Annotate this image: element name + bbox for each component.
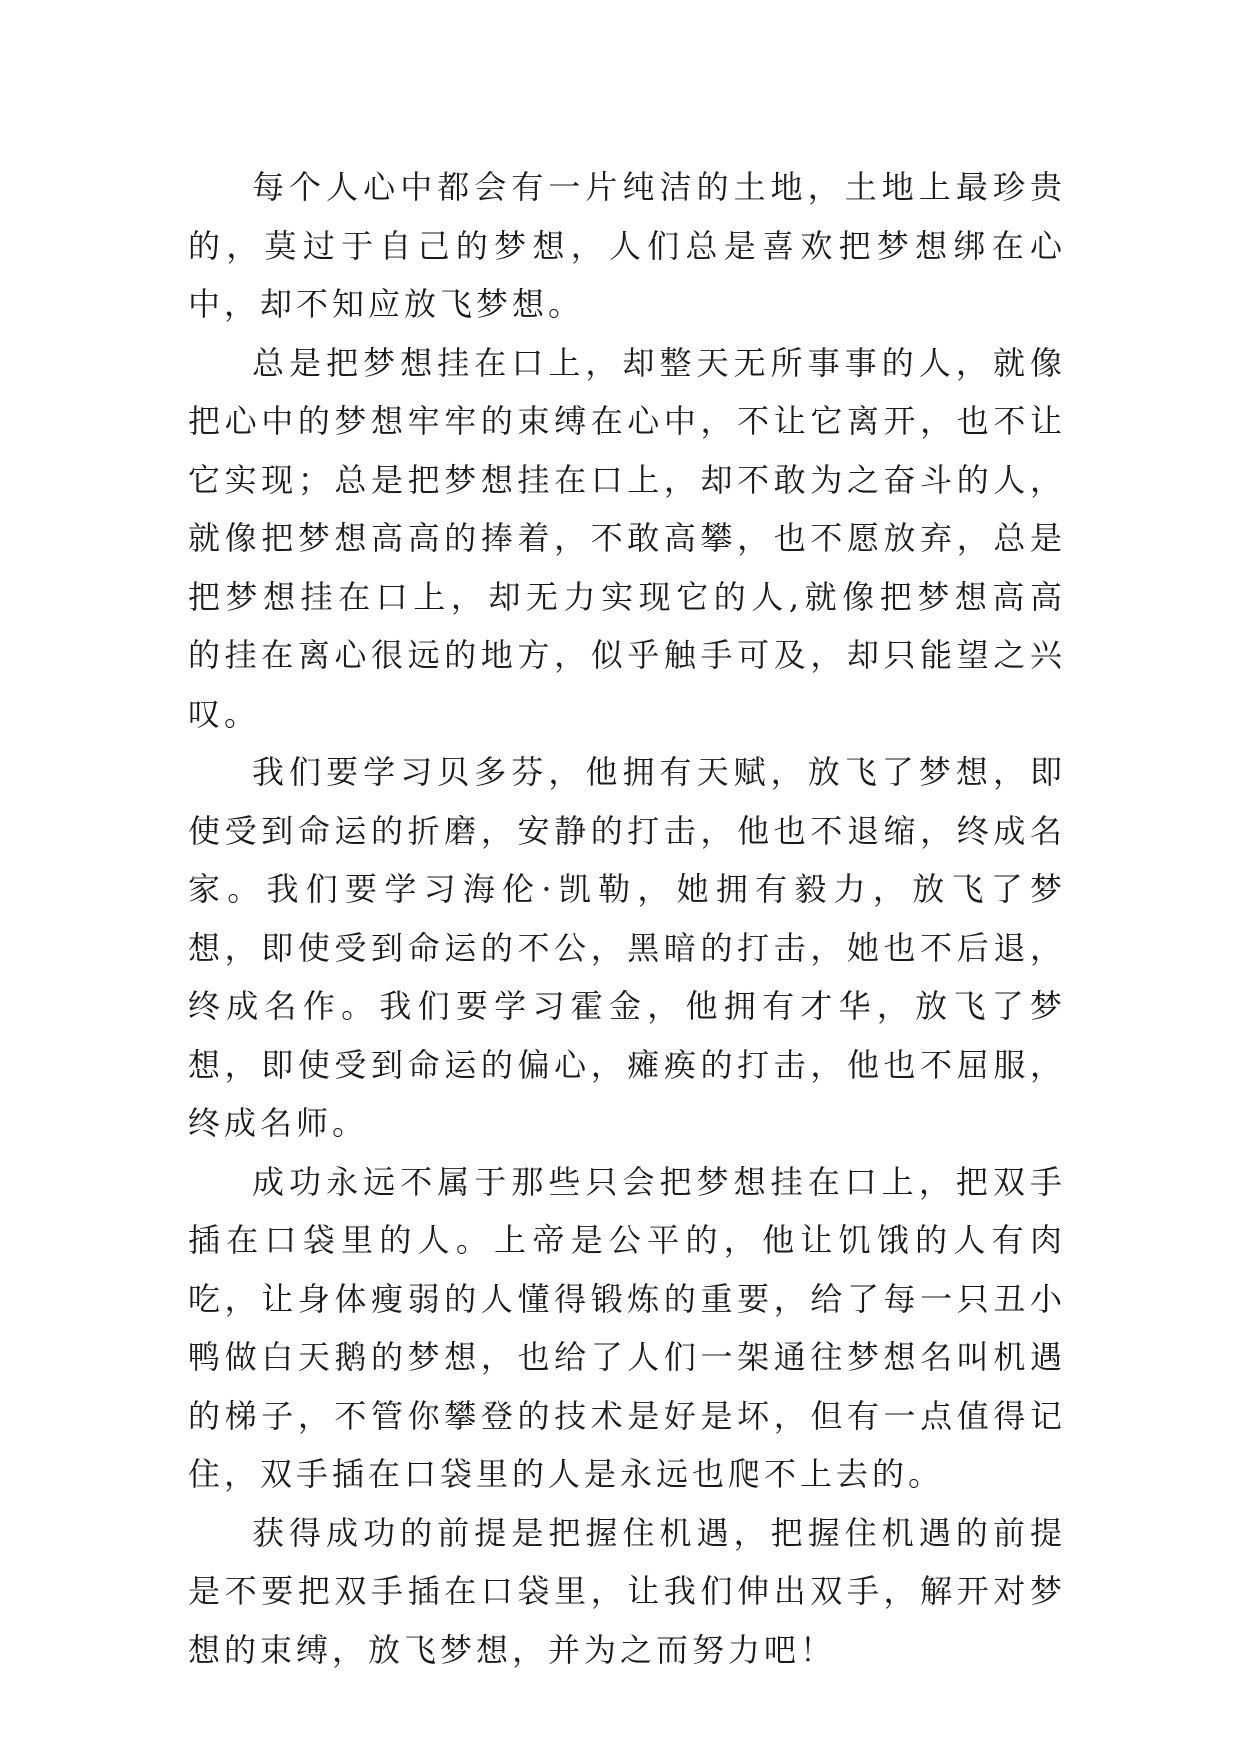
- paragraph-4: 成功永远不属于那些只会把梦想挂在口上，把双手插在口袋里的人。上帝是公平的，他让饥饿的人有肉吃，让身体瘦弱的人懂得锻炼的重要，给了每一只丑小鸭做白天鹅的梦想，也给了人们一架通往梦想名叫机遇的梯子，不管你攀登的技术是好是坏，但有一点值得记住，双手插在口袋里的人是永远也爬不上去的。: [188, 1162, 1066, 1493]
- paragraph-3: 我们要学习贝多芬，他拥有天赋，放飞了梦想，即使受到命运的折磨，安静的打击，他也不退缩，终成名家。我们要学习海伦·凯勒，她拥有毅力，放飞了梦想，即使受到命运的不公，黑暗的打击，她也不后退，终成名作。我们要学习霍金，他拥有才华，放飞了梦想，即使受到命运的偏心，瘫痪的打击，他也不屈服，终成名师。: [188, 753, 1066, 1142]
- paragraph-1: 每个人心中都会有一片纯洁的土地，土地上最珍贵的，莫过于自己的梦想，人们总是喜欢把梦想绑在心中，却不知应放飞梦想。: [188, 168, 1066, 323]
- paragraph-2: 总是把梦想挂在口上，却整天无所事事的人，就像把心中的梦想牢牢的束缚在心中，不让它离开，也不让它实现；总是把梦想挂在口上，却不敢为之奋斗的人，就像把梦想高高的捧着，不敢高攀，也不愿放弃，总是把梦想挂在口上，却无力实现它的人,就像把梦想高高的挂在离心很远的地方，似乎触手可及，却只能望之兴叹。: [188, 343, 1066, 733]
- document-body: [188, 158, 1066, 1679]
- paragraph-5: 获得成功的前提是把握住机遇，把握住机遇的前提是不要把双手插在口袋里，让我们伸出双手，解开对梦想的束缚，放飞梦想，并为之而努力吧！: [188, 1513, 1066, 1669]
